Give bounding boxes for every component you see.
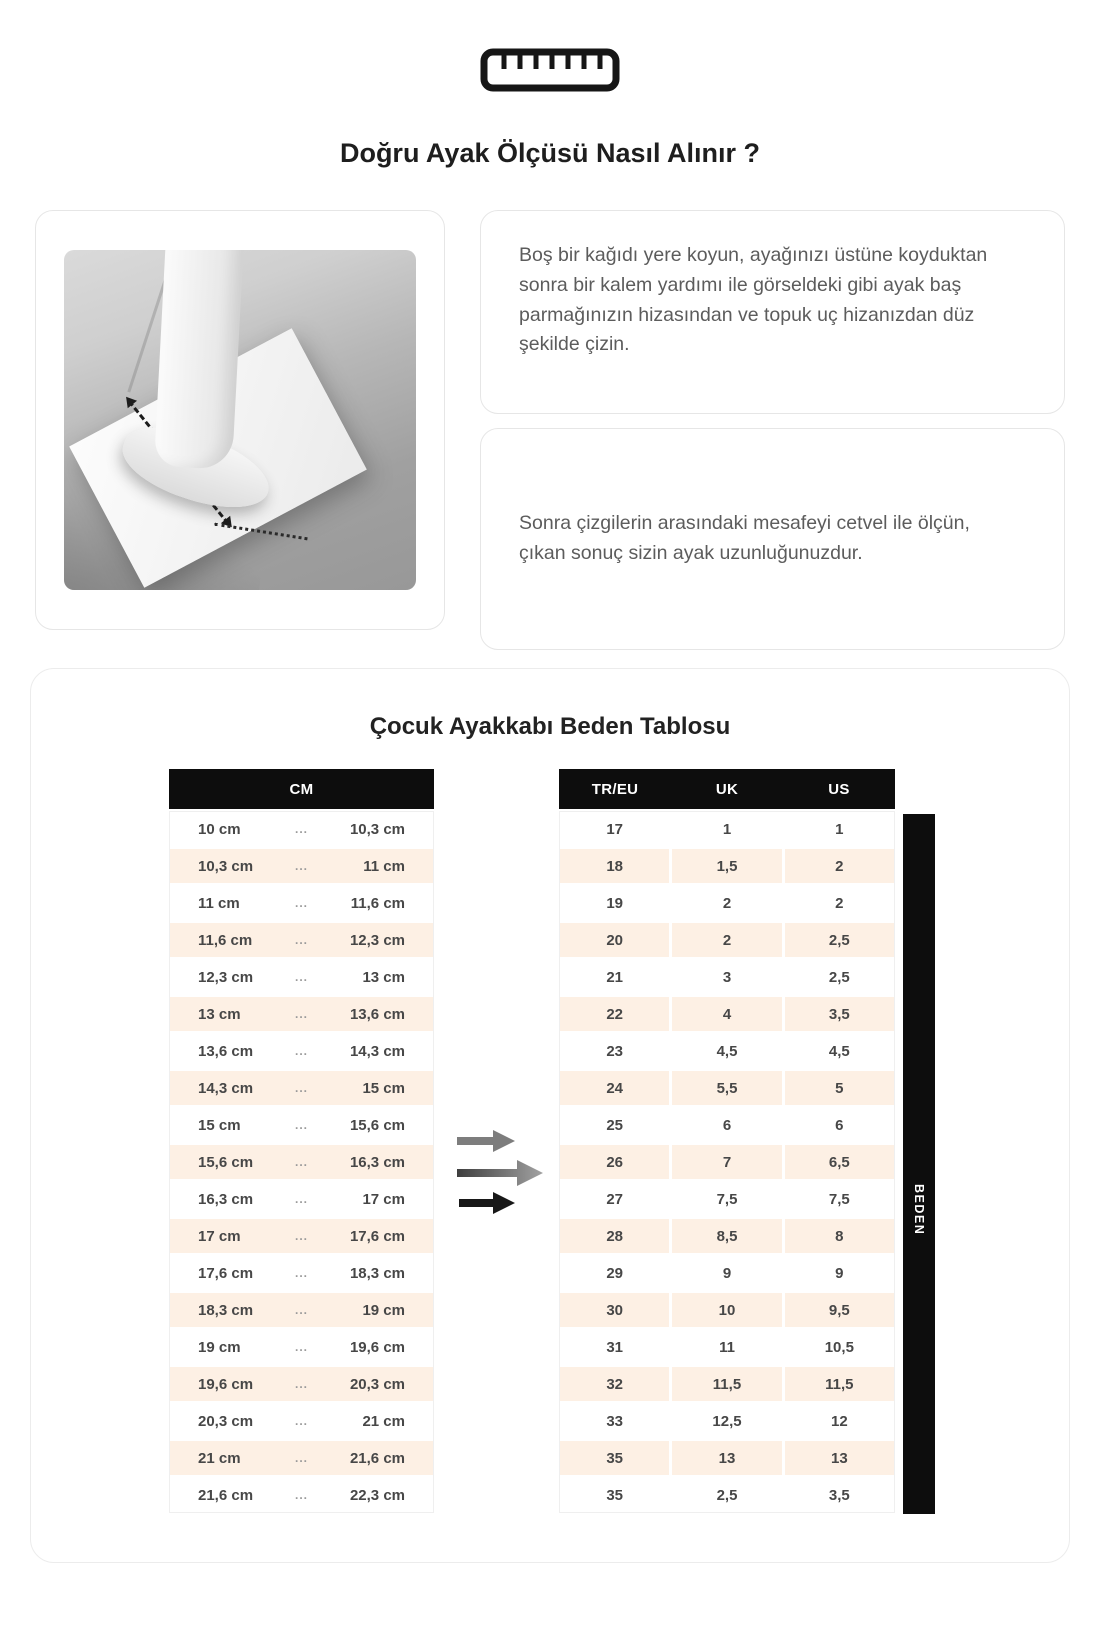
size-chart-card [30,668,1070,1563]
page-title: Doğru Ayak Ölçüsü Nasıl Alınır ? [339,138,761,168]
measure-instructions [35,210,1065,650]
cm-table-row: 15,6 cm ... 16,3 cm [170,1145,433,1179]
instruction-card-2 [480,428,1065,650]
cm-table-row: 10 cm ... 10,3 cm [170,812,433,846]
size-table-row: 21 3 2,5 [560,960,894,994]
size-table-row: 31 11 10,5 [560,1330,894,1364]
size-table-row: 30 10 9,5 [560,1293,894,1327]
arrow-right-short-gray [457,1130,515,1152]
size-table-header [559,769,895,809]
arrow-right-short-black [459,1192,515,1214]
cm-table-row: 17,6 cm ... 18,3 cm [170,1256,433,1290]
size-table-header-tr-eu: TR/EU [591,780,639,798]
ruler-icon [0,48,1100,92]
size-table-row: 35 2,5 3,5 [560,1478,894,1512]
cm-table-row: 20,3 cm ... 21 cm [170,1404,433,1438]
size-table-header-us: US [828,780,850,798]
cm-table-row: 21 cm ... 21,6 cm [170,1441,433,1475]
size-table-row: 20 2 2,5 [560,923,894,957]
size-table-row: 28 8,5 8 [560,1219,894,1253]
size-table-row: 33 12,5 12 [560,1404,894,1438]
size-chart-title: Çocuk Ayakkabı Beden Tablosu [369,713,731,740]
size-table-row: 27 7,5 7,5 [560,1182,894,1216]
foot-on-paper-photo [64,250,416,590]
size-table-row: 22 4 3,5 [560,997,894,1031]
instruction-card-1 [480,210,1065,414]
size-table-row: 19 2 2 [560,886,894,920]
cm-table-row: 15 cm ... 15,6 cm [170,1108,433,1142]
cm-table [169,769,434,1513]
cm-table-row: 11,6 cm ... 12,3 cm [170,923,433,957]
cm-table-row: 19,6 cm ... 20,3 cm [170,1367,433,1401]
cm-table-row: 12,3 cm ... 13 cm [170,960,433,994]
instruction-cards [480,210,1065,650]
cm-table-row: 21,6 cm ... 22,3 cm [170,1478,433,1512]
beden-vertical-bar [903,814,935,1514]
size-table-row: 32 11,5 11,5 [560,1367,894,1401]
cm-table-body [169,811,434,1513]
instruction-text-1: Boş bir kağıdı yere koyun, ayağınızı üstüne koyduktan sonra bir kalem yardımı ile görseldeki gibi ayak baş parmağınızın hizasından ve topuk uç hizanızdan düz şekilde çizin. [519,244,988,356]
cm-table-row: 14,3 cm ... 15 cm [170,1071,433,1105]
size-table [559,769,895,1513]
size-table-row: 17 1 1 [560,812,894,846]
instruction-text-2: Sonra çizgilerin arasındaki mesafeyi cetvel ile ölçün, çıkan sonuç sizin ayak uzunluğunuzdur. [519,512,970,564]
size-table-row: 26 7 6,5 [560,1145,894,1179]
cm-table-row: 19 cm ... 19,6 cm [170,1330,433,1364]
foot-measure-photo-card [35,210,445,630]
cm-table-row: 17 cm ... 17,6 cm [170,1219,433,1253]
size-table-body [559,811,895,1513]
cm-table-row: 10,3 cm ... 11 cm [170,849,433,883]
size-table-row: 24 5,5 5 [560,1071,894,1105]
arrow-right-long-gradient [457,1160,543,1186]
size-table-row: 29 9 9 [560,1256,894,1290]
size-table-row: 18 1,5 2 [560,849,894,883]
cm-table-row: 11 cm ... 11,6 cm [170,886,433,920]
size-table-header-uk: UK [715,780,739,798]
size-table-row: 23 4,5 4,5 [560,1034,894,1068]
cm-table-row: 13,6 cm ... 14,3 cm [170,1034,433,1068]
cm-table-row: 16,3 cm ... 17 cm [170,1182,433,1216]
size-table-row: 35 13 13 [560,1441,894,1475]
cm-table-header: CM [169,769,434,809]
cm-table-row: 13 cm ... 13,6 cm [170,997,433,1031]
cm-table-row: 18,3 cm ... 19 cm [170,1293,433,1327]
size-table-row: 25 6 6 [560,1108,894,1142]
arrows-right-icon [457,1127,549,1217]
beden-label: BEDEN [912,1184,926,1236]
sock-leg [154,250,244,470]
